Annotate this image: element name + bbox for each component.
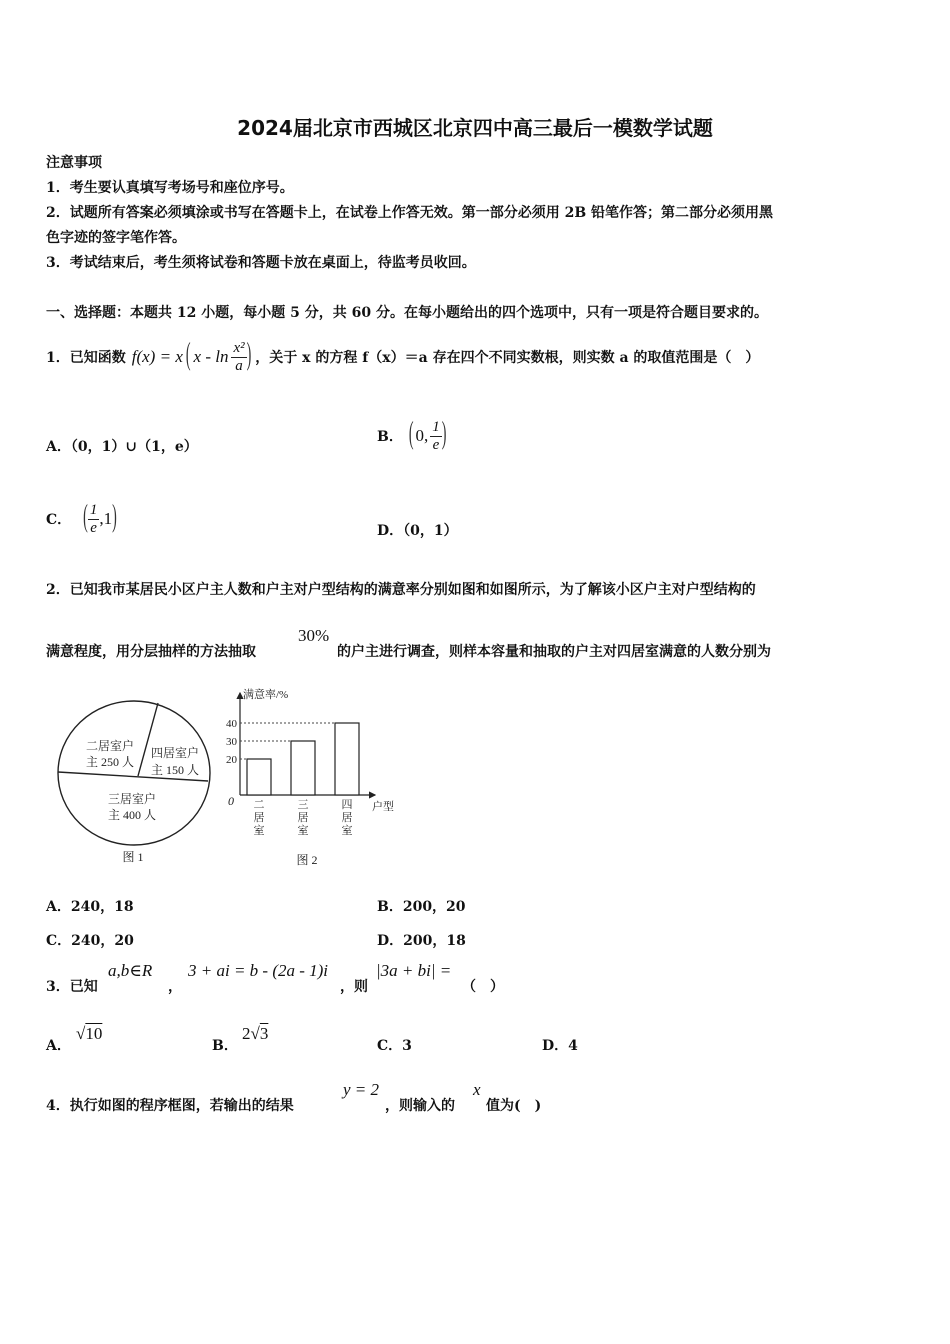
q3-option-a-radicand: 10 (85, 1024, 103, 1043)
q1-option-b-lead: 0, (415, 426, 429, 445)
q3-option-b-coef: 2 (242, 1024, 251, 1043)
q1-option-c-tail: ,1 (99, 509, 113, 528)
pie-label-3br: 三居室户 (107, 792, 157, 806)
q1-option-c: C． ( $\frac{1}{e}$ ,1 ) (46, 500, 117, 536)
q2-line2a: 满意程度，用分层抽样的方法抽取 (46, 644, 256, 660)
q1-suffix: ，关于 x 的方程 f（x）＝a 存在四个不同实数根，则实数 a 的取值范围是（ ） (255, 350, 760, 366)
q1-option-b-num: 1 (432, 418, 440, 435)
y-axis-label: 满意率/% (243, 689, 289, 701)
q4-suffix: 值为( ) (486, 1098, 542, 1114)
notice-heading: 注意事项 (46, 155, 102, 171)
q3-option-b-value: 2√3 (242, 1024, 269, 1043)
q1-option-b-den: e (432, 436, 440, 453)
q3-option-d: D．4 (542, 1038, 578, 1054)
q3-option-c: C．3 (377, 1038, 412, 1054)
q1-option-c-num: 1 (89, 501, 98, 518)
q4-x: x (473, 1080, 481, 1099)
origin-label: 0 (228, 794, 234, 808)
pie-label-3br-count: 主 400 人 (107, 808, 157, 822)
x-tick-label-二居室: 二 (253, 799, 265, 811)
y-tick-label: 30 (226, 736, 237, 748)
x-tick-label-二居室: 室 (253, 825, 265, 837)
x-tick-label-四居室: 室 (341, 825, 353, 837)
x-tick-label-三居室: 室 (297, 825, 309, 837)
q3-cond2: 3 + ai = b - (2a - 1)i (188, 961, 329, 980)
q2-line2b: 的户主进行调查，则样本容量和抽取的户主对四居室满意的人数分别为 (337, 644, 771, 660)
q3-option-b-label: B． (212, 1038, 238, 1054)
section-heading: 一、选择题：本题共 12 小题，每小题 5 分，共 60 分。在每小题给出的四个选项中，只有一项是符合题目要求的。 (46, 305, 768, 321)
bar-三居室 (291, 741, 315, 795)
pie-label-4br: 四居室户 (150, 746, 200, 760)
notice-item: 3．考试结束后，考生须将试卷和答题卡放在桌面上，待监考员收回。 (46, 255, 476, 271)
q1-func-lhs: f(x) = x (131, 347, 183, 366)
q3-prefix: 3．已知 (46, 979, 98, 995)
x-tick-label-四居室: 居 (341, 812, 353, 824)
q2-option-d: D．200，18 (377, 933, 466, 949)
q1-prefix: 1．已知函数 (46, 350, 126, 366)
q1-option-c-label: C． (46, 512, 72, 528)
q3-blank: （ ） (462, 979, 504, 995)
q2-line1: 2．已知我市某居民小区户主人数和户主对户型结构的满意率分别如图和如图所示，为了解该小区户主对户型结构的 (46, 582, 756, 598)
question-1: 1．已知函数 f(x) = x ( x - ln $\frac{\text{x²}}{a}$ ) ，关于 x 的方程 f（x）＝a 存在四个不同实数根，则实数 a 的取值范围是（ ） (46, 338, 760, 374)
x-tick-label-四居室: 四 (341, 799, 353, 811)
q3-option-b-radicand: 3 (259, 1024, 269, 1043)
q1-frac-num: x² (233, 339, 245, 356)
q2-percent: 30% (298, 626, 330, 645)
q3-cond1: a,b∈R (108, 961, 153, 980)
q1-option-b-label: B． (377, 429, 403, 445)
q3-option-a-label: A． (46, 1038, 71, 1054)
q3-expr: |3a + bi| = (376, 961, 452, 980)
notice-item: 2．试题所有答案必须填涂或书写在答题卡上，在试卷上作答无效。第一部分必须用 2B 铅笔作答；第二部分必须用黑 (46, 205, 774, 221)
pie-label-2br: 二居室户 (85, 739, 135, 753)
q3-mid: ，则 (340, 979, 368, 995)
notice-item: 色字迹的签字笔作答。 (46, 230, 186, 246)
q4-y-eq: y = 2 (343, 1080, 380, 1099)
q3-option-a-value: √10 (76, 1024, 103, 1043)
x-axis-label: 户型 (372, 801, 394, 813)
y-tick-label: 20 (226, 754, 237, 766)
q1-func-inner: x - ln (193, 347, 229, 366)
y-tick-label: 40 (226, 718, 237, 730)
notice-item: 1．考生要认真填写考场号和座位序号。 (46, 180, 294, 196)
x-tick-label-二居室: 居 (253, 812, 265, 824)
q2-option-c: C．240，20 (46, 933, 134, 949)
q4-prefix: 4．执行如图的程序框图，若输出的结果 (46, 1098, 294, 1114)
page-title: 2024届北京市西城区北京四中高三最后一模数学试题 (237, 116, 713, 140)
q2-option-b: B．200，20 (377, 899, 466, 915)
q2-option-a: A．240，18 (46, 899, 134, 915)
q1-frac-den: a (235, 357, 243, 374)
pie-figure (50, 695, 220, 870)
bar-四居室 (335, 723, 359, 795)
pie-label-4br-count: 主 150 人 (150, 763, 200, 777)
pie-caption: 图 1 (122, 850, 144, 864)
x-tick-label-三居室: 三 (297, 799, 309, 811)
bar-caption: 图 2 (296, 853, 318, 867)
q1-option-b: B． ( 0, $\frac{1}{e}$ ) (377, 417, 447, 453)
q4-mid: ，则输入的 (385, 1098, 455, 1114)
q1-option-d: D．（0，1） (377, 523, 458, 539)
bar-二居室 (247, 759, 271, 795)
pie-label-2br-count: 主 250 人 (85, 755, 135, 769)
bar-chart (215, 683, 410, 868)
q1-option-a: A．（0，1）∪（1，e） (46, 439, 198, 455)
x-tick-label-三居室: 居 (297, 812, 309, 824)
q1-option-c-den: e (90, 519, 97, 536)
q3-comma: ， (168, 979, 182, 995)
